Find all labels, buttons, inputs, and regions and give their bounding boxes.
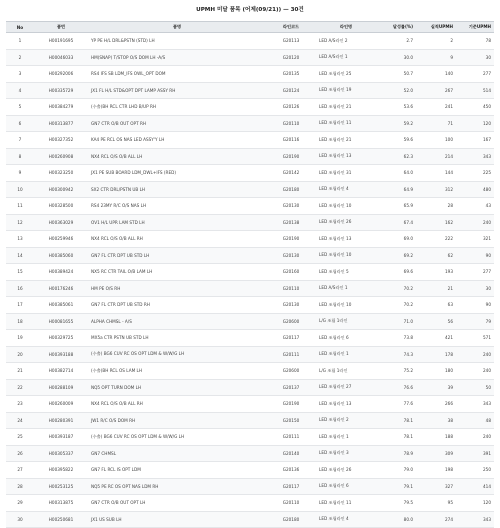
cell-part-name: ALPHA CHMSL - A/S: [88, 313, 266, 330]
cell-actual-upmh: 214: [416, 148, 456, 165]
cell-line-name: LED 조립라인 6: [316, 330, 376, 347]
cell-achievement-rate: 50.7: [376, 66, 416, 83]
cell-achievement-rate: 80.0: [376, 511, 416, 528]
table-row[interactable]: [6, 445, 494, 462]
cell-standard-upmh: 90: [456, 247, 494, 264]
cell-achievement-rate: 69.0: [376, 231, 416, 248]
cell-line-name: LED 조립라인 1: [316, 346, 376, 363]
cell-achievement-rate: 79.5: [376, 495, 416, 512]
cell-standard-upmh: 30: [456, 49, 494, 66]
cell-standard-upmh: 50: [456, 379, 494, 396]
cell-line-name: LED A/S라인 2: [316, 33, 376, 50]
cell-actual-upmh: 274: [416, 511, 456, 528]
cell-part-name: RS4 23MY R/C O/S NAS LH: [88, 198, 266, 215]
cell-line-name: LED 조립라인 11: [316, 495, 376, 512]
cell-no: 12: [6, 214, 34, 231]
cell-part-name: GN7 FL CTR DPT UB STD RH: [88, 297, 266, 314]
cell-achievement-rate: 79.0: [376, 462, 416, 479]
cell-standard-upmh: 450: [456, 99, 494, 116]
cell-line-code: G20113: [266, 33, 316, 50]
cell-part-name: JX1 FL H/L STD&OPT DPT LAMP ASSY RH: [88, 82, 266, 99]
cell-line-name: LED 조립라인 21: [316, 132, 376, 149]
cell-line-code: G20116: [266, 132, 316, 149]
cell-actual-upmh: 327: [416, 478, 456, 495]
table-row[interactable]: [6, 214, 494, 231]
cell-achievement-rate: 74.3: [376, 346, 416, 363]
cell-standard-upmh: 414: [456, 478, 494, 495]
table-row[interactable]: [6, 148, 494, 165]
cell-no: 17: [6, 297, 34, 314]
cell-standard-upmh: 277: [456, 66, 494, 83]
cell-standard-upmh: 79: [456, 313, 494, 330]
table-row[interactable]: [6, 313, 494, 330]
table-row[interactable]: [6, 478, 494, 495]
cell-standard-upmh: 30: [456, 280, 494, 297]
cell-standard-upmh: 514: [456, 82, 494, 99]
cell-part-name: MX5a CTR PSTN UB STD LH: [88, 330, 266, 347]
cell-line-name: LED 조립라인 13: [316, 396, 376, 413]
cell-line-name: LED 조립라인 31: [316, 165, 376, 182]
table-row[interactable]: [6, 33, 494, 50]
table-row[interactable]: [6, 165, 494, 182]
cell-line-name: LED 조립라인 1: [316, 429, 376, 446]
cell-part-number: H00313877: [34, 115, 88, 132]
cell-actual-upmh: 266: [416, 396, 456, 413]
cell-line-name: LED 조립라인 10: [316, 297, 376, 314]
cell-no: 29: [6, 495, 34, 512]
cell-line-code: G20190: [266, 396, 316, 413]
cell-standard-upmh: 120: [456, 115, 494, 132]
cell-achievement-rate: 78.1: [376, 412, 416, 429]
cell-part-name: JX1 US SUB LH: [88, 511, 266, 528]
table-row[interactable]: [6, 511, 494, 528]
cell-line-name: LED 조립라인 2: [316, 412, 376, 429]
cell-no: 6: [6, 115, 34, 132]
table-row[interactable]: [6, 280, 494, 297]
cell-part-number: H00327352: [34, 132, 88, 149]
cell-achievement-rate: 67.4: [376, 214, 416, 231]
cell-line-code: G20600: [266, 363, 316, 380]
cell-line-name: LED 조립라인 10: [316, 198, 376, 215]
cell-part-number: H00335729: [34, 82, 88, 99]
table-row[interactable]: [6, 346, 494, 363]
cell-standard-upmh: 167: [456, 132, 494, 149]
cell-part-number: H00046033: [34, 49, 88, 66]
cell-line-name: LED 조립라인 10: [316, 247, 376, 264]
cell-part-number: H00305337: [34, 445, 88, 462]
cell-standard-upmh: 571: [456, 330, 494, 347]
cell-part-number: H00313875: [34, 495, 88, 512]
cell-actual-upmh: 241: [416, 99, 456, 116]
cell-part-name: OV1 H/L UPR LAM STD LH: [88, 214, 266, 231]
cell-part-number: H00253125: [34, 478, 88, 495]
column-header-actual-upmh[interactable]: 실적UPMH: [416, 22, 456, 33]
cell-achievement-rate: 73.8: [376, 330, 416, 347]
cell-part-name: GN7 FL RCL IS OPT LDM: [88, 462, 266, 479]
cell-actual-upmh: 63: [416, 297, 456, 314]
cell-line-name: LED 조립라인 25: [316, 66, 376, 83]
cell-line-name: LED 조립라인 13: [316, 231, 376, 248]
cell-part-number: H00323250: [34, 165, 88, 182]
table-row[interactable]: [6, 132, 494, 149]
cell-line-name: L/G 조립 1라인: [316, 313, 376, 330]
table-header-row: [6, 22, 494, 33]
cell-line-name: LED 조립라인 27: [316, 379, 376, 396]
cell-part-number: H00385061: [34, 297, 88, 314]
cell-standard-upmh: 225: [456, 165, 494, 182]
cell-line-code: G20117: [266, 330, 316, 347]
cell-line-code: G20180: [266, 511, 316, 528]
cell-line-code: G20130: [266, 297, 316, 314]
cell-standard-upmh: 343: [456, 396, 494, 413]
cell-standard-upmh: 120: [456, 495, 494, 512]
cell-line-name: LED A/S라인 1: [316, 280, 376, 297]
cell-part-name: YP PE H/L DRL&PSTN (STD) LH: [88, 33, 266, 50]
cell-part-number: H00395822: [34, 462, 88, 479]
table-row[interactable]: [6, 412, 494, 429]
cell-part-name: NX4 RCL O/S O/B ALL RH: [88, 231, 266, 248]
table-row[interactable]: [6, 231, 494, 248]
cell-part-number: H00250681: [34, 511, 88, 528]
cell-no: 22: [6, 379, 34, 396]
cell-line-code: G20124: [266, 82, 316, 99]
column-header-line-code[interactable]: 라인코드: [266, 22, 316, 33]
cell-part-number: H00176246: [34, 280, 88, 297]
cell-achievement-rate: 64.0: [376, 165, 416, 182]
cell-part-number: H00260009: [34, 396, 88, 413]
cell-line-code: G20136: [266, 462, 316, 479]
cell-part-number: H00393188: [34, 346, 88, 363]
cell-achievement-rate: 69.2: [376, 247, 416, 264]
cell-no: 4: [6, 82, 34, 99]
cell-no: 27: [6, 462, 34, 479]
page-title: UPMH 미달 품목 (어제(09/21)) — 30건: [196, 7, 304, 13]
cell-achievement-rate: 78.9: [376, 445, 416, 462]
column-header-part-name[interactable]: 품명: [88, 22, 266, 33]
cell-actual-upmh: 95: [416, 495, 456, 512]
cell-standard-upmh: 250: [456, 462, 494, 479]
cell-part-name: NX4 RCL O/S O/B ALL LH: [88, 148, 266, 165]
cell-line-code: G20160: [266, 264, 316, 281]
cell-part-name: (수출) BG6 CUV RC OS OPT LDM & W/W/G LH: [88, 429, 266, 446]
cell-line-name: LED 조립라인 19: [316, 82, 376, 99]
cell-line-code: G20130: [266, 247, 316, 264]
table-row[interactable]: [6, 99, 494, 116]
cell-standard-upmh: 240: [456, 429, 494, 446]
cell-achievement-rate: 2.7: [376, 33, 416, 50]
table-row[interactable]: [6, 49, 494, 66]
cell-actual-upmh: 144: [416, 165, 456, 182]
cell-actual-upmh: 39: [416, 379, 456, 396]
cell-achievement-rate: 69.6: [376, 264, 416, 281]
cell-actual-upmh: 162: [416, 214, 456, 231]
column-header-standard-upmh[interactable]: 기준UPMH: [456, 22, 494, 33]
table-row[interactable]: [6, 462, 494, 479]
table-row[interactable]: [6, 396, 494, 413]
cell-no: 20: [6, 346, 34, 363]
cell-no: 23: [6, 396, 34, 413]
cell-part-name: NQ5 OPT TURN DOM LH: [88, 379, 266, 396]
cell-no: 14: [6, 247, 34, 264]
table-row[interactable]: [6, 264, 494, 281]
cell-line-name: LED 조립라인 4: [316, 181, 376, 198]
cell-part-name: JW1 R/C O/S DOM RH: [88, 412, 266, 429]
table-row[interactable]: [6, 198, 494, 215]
cell-part-number: H00328500: [34, 198, 88, 215]
cell-line-name: LED 조립라인 6: [316, 478, 376, 495]
cell-standard-upmh: 343: [456, 511, 494, 528]
cell-part-number: H00259946: [34, 231, 88, 248]
table-row[interactable]: [6, 66, 494, 83]
cell-part-name: KA4 PE RCL OS NAS LED ASSY'Y LH: [88, 132, 266, 149]
cell-part-name: NX4 RCL O/S O/B ALL RH: [88, 396, 266, 413]
cell-line-code: G20126: [266, 99, 316, 116]
cell-no: 3: [6, 66, 34, 83]
cell-part-name: HM PE O/S RH: [88, 280, 266, 297]
cell-part-number: H00385060: [34, 247, 88, 264]
cell-part-number: H00280391: [34, 412, 88, 429]
cell-actual-upmh: 28: [416, 198, 456, 215]
cell-no: 7: [6, 132, 34, 149]
cell-line-name: LED 조립라인 26: [316, 462, 376, 479]
table-row[interactable]: [6, 82, 494, 99]
cell-no: 19: [6, 330, 34, 347]
cell-part-number: H00382714: [34, 363, 88, 380]
cell-line-code: G20142: [266, 165, 316, 182]
cell-line-name: LED 조립라인 26: [316, 214, 376, 231]
cell-line-name: LED 조립라인 4: [316, 511, 376, 528]
cell-no: 10: [6, 181, 34, 198]
cell-actual-upmh: 309: [416, 445, 456, 462]
cell-actual-upmh: 267: [416, 82, 456, 99]
cell-line-code: G20138: [266, 214, 316, 231]
cell-line-code: G20130: [266, 198, 316, 215]
cell-actual-upmh: 178: [416, 346, 456, 363]
cell-achievement-rate: 59.2: [376, 115, 416, 132]
table-row[interactable]: [6, 363, 494, 380]
cell-line-name: LED 조립라인 3: [316, 445, 376, 462]
cell-actual-upmh: 421: [416, 330, 456, 347]
cell-no: 21: [6, 363, 34, 380]
table-body: [6, 33, 494, 528]
cell-line-code: G20110: [266, 280, 316, 297]
cell-no: 26: [6, 445, 34, 462]
cell-standard-upmh: 48: [456, 412, 494, 429]
cell-standard-upmh: 90: [456, 297, 494, 314]
cell-no: 2: [6, 49, 34, 66]
cell-line-code: G20140: [266, 445, 316, 462]
cell-part-name: GN7 CHMSL: [88, 445, 266, 462]
cell-line-code: G20110: [266, 495, 316, 512]
cell-part-number: H00363029: [34, 214, 88, 231]
cell-actual-upmh: 222: [416, 231, 456, 248]
cell-no: 15: [6, 264, 34, 281]
cell-achievement-rate: 70.2: [376, 297, 416, 314]
cell-achievement-rate: 65.9: [376, 198, 416, 215]
cell-actual-upmh: 198: [416, 462, 456, 479]
cell-part-number: H00288109: [34, 379, 88, 396]
cell-part-number: H00329725: [34, 330, 88, 347]
cell-part-number: H00393187: [34, 429, 88, 446]
cell-line-code: G20600: [266, 313, 316, 330]
cell-actual-upmh: 100: [416, 132, 456, 149]
cell-no: 11: [6, 198, 34, 215]
cell-achievement-rate: 79.1: [376, 478, 416, 495]
cell-line-name: LED A/S라인 1: [316, 49, 376, 66]
cell-actual-upmh: 140: [416, 66, 456, 83]
cell-part-name: GN7 CTR O/B OUT OPT LH: [88, 495, 266, 512]
cell-line-code: G20135: [266, 66, 316, 83]
cell-achievement-rate: 71.0: [376, 313, 416, 330]
column-header-line-name[interactable]: 라인명: [316, 22, 376, 33]
cell-actual-upmh: 38: [416, 412, 456, 429]
cell-part-number: H00300942: [34, 181, 88, 198]
cell-standard-upmh: 43: [456, 198, 494, 215]
cell-line-code: G20120: [266, 49, 316, 66]
cell-standard-upmh: 391: [456, 445, 494, 462]
cell-actual-upmh: 62: [416, 247, 456, 264]
cell-line-code: G20150: [266, 412, 316, 429]
cell-line-code: G20137: [266, 379, 316, 396]
cell-actual-upmh: 56: [416, 313, 456, 330]
cell-part-name: JX1 PE SUB BOARD LDM_DWL+IFS (RED): [88, 165, 266, 182]
cell-line-code: G20190: [266, 231, 316, 248]
cell-no: 18: [6, 313, 34, 330]
cell-line-name: LED 조립라인 21: [316, 99, 376, 116]
cell-actual-upmh: 71: [416, 115, 456, 132]
cell-part-number: H00260908: [34, 148, 88, 165]
cell-no: 13: [6, 231, 34, 248]
cell-achievement-rate: 77.6: [376, 396, 416, 413]
column-header-achievement-rate[interactable]: 달성률(%): [376, 22, 416, 33]
cell-no: 30: [6, 511, 34, 528]
table-row[interactable]: [6, 247, 494, 264]
upmh-table: [6, 21, 494, 528]
cell-part-number: H00384279: [34, 99, 88, 116]
cell-part-name: (수출)BH RCL CTR LHD B/UP RH: [88, 99, 266, 116]
cell-achievement-rate: 75.2: [376, 363, 416, 380]
table-row[interactable]: [6, 330, 494, 347]
table-row[interactable]: [6, 181, 494, 198]
cell-standard-upmh: 343: [456, 148, 494, 165]
column-header-part-number[interactable]: 품번: [34, 22, 88, 33]
cell-standard-upmh: 321: [456, 231, 494, 248]
cell-achievement-rate: 62.3: [376, 148, 416, 165]
cell-part-number: H00191695: [34, 33, 88, 50]
cell-actual-upmh: 193: [416, 264, 456, 281]
cell-part-name: NQ5 PE RC OS OPT NAS LDM RH: [88, 478, 266, 495]
cell-no: 9: [6, 165, 34, 182]
cell-part-name: SX2 CTR DRL/PSTN UB LH: [88, 181, 266, 198]
cell-line-code: G20190: [266, 148, 316, 165]
cell-standard-upmh: 240: [456, 363, 494, 380]
cell-achievement-rate: 70.2: [376, 280, 416, 297]
table-row[interactable]: [6, 115, 494, 132]
cell-no: 25: [6, 429, 34, 446]
table-row[interactable]: [6, 379, 494, 396]
cell-actual-upmh: 180: [416, 363, 456, 380]
table-row[interactable]: [6, 297, 494, 314]
cell-standard-upmh: 240: [456, 214, 494, 231]
cell-line-code: G20111: [266, 346, 316, 363]
cell-line-code: G20110: [266, 115, 316, 132]
cell-standard-upmh: 78: [456, 33, 494, 50]
cell-standard-upmh: 277: [456, 264, 494, 281]
cell-standard-upmh: 480: [456, 181, 494, 198]
cell-achievement-rate: 78.1: [376, 429, 416, 446]
cell-no: 24: [6, 412, 34, 429]
cell-actual-upmh: 312: [416, 181, 456, 198]
cell-no: 5: [6, 99, 34, 116]
cell-actual-upmh: 2: [416, 33, 456, 50]
cell-line-code: G20111: [266, 429, 316, 446]
cell-line-code: G20117: [266, 478, 316, 495]
cell-part-number: H00081655: [34, 313, 88, 330]
cell-no: 28: [6, 478, 34, 495]
cell-no: 1: [6, 33, 34, 50]
cell-part-name: GN7 CTR O/B OUT OPT RH: [88, 115, 266, 132]
cell-part-name: NX5 RC CTR TAIL O/B LAM LH: [88, 264, 266, 281]
cell-achievement-rate: 64.9: [376, 181, 416, 198]
cell-part-name: (수출) BG6 CUV RC OS OPT LDM & W/W/G LH: [88, 346, 266, 363]
column-header-no[interactable]: No: [6, 22, 34, 33]
table-row[interactable]: [6, 495, 494, 512]
cell-part-name: HM(SNAP) T/STOP O/S DOM LH -A/S: [88, 49, 266, 66]
cell-achievement-rate: 30.0: [376, 49, 416, 66]
cell-line-name: L/G 조립 1라인: [316, 363, 376, 380]
table-row[interactable]: [6, 429, 494, 446]
cell-part-name: (수출)BH RCL OS LAM LH: [88, 363, 266, 380]
cell-achievement-rate: 76.6: [376, 379, 416, 396]
cell-achievement-rate: 59.6: [376, 132, 416, 149]
cell-line-name: LED 조립라인 11: [316, 115, 376, 132]
cell-line-name: LED 조립라인 5: [316, 264, 376, 281]
cell-no: 16: [6, 280, 34, 297]
cell-actual-upmh: 188: [416, 429, 456, 446]
cell-part-number: H00389424: [34, 264, 88, 281]
cell-no: 8: [6, 148, 34, 165]
cell-actual-upmh: 21: [416, 280, 456, 297]
cell-actual-upmh: 9: [416, 49, 456, 66]
cell-part-name: RS4 IFS SB LDM_IFS OWL_OPT DOM: [88, 66, 266, 83]
cell-line-code: G20180: [266, 181, 316, 198]
cell-standard-upmh: 240: [456, 346, 494, 363]
cell-achievement-rate: 52.0: [376, 82, 416, 99]
cell-line-name: LED 조립라인 13: [316, 148, 376, 165]
cell-part-number: H00292006: [34, 66, 88, 83]
cell-part-name: GN7 FL CTR DPT UB STD LH: [88, 247, 266, 264]
cell-achievement-rate: 53.6: [376, 99, 416, 116]
